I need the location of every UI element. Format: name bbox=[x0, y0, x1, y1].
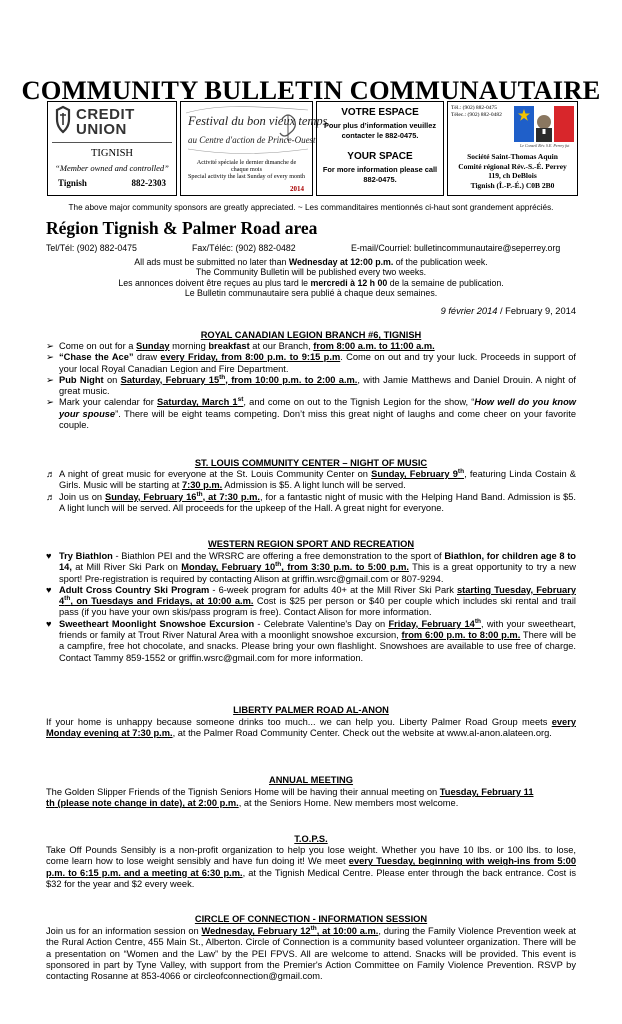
alanon-section: If your home is unhappy because someone drinks too much... we can help you. Liberty Palmer Road Group meets every Monday evening at 7:30 p.m., at the Palmer Road Community Center. Check out the website at www.al-anon.alateen.org. bbox=[46, 717, 576, 739]
svg-text:Festival du bon vieux temps: Festival du bon vieux temps bbox=[188, 114, 328, 128]
credit-union-logo: CREDIT UNION bbox=[76, 106, 135, 138]
western-section bbox=[46, 551, 576, 664]
heart-icon: ♥ bbox=[46, 551, 52, 561]
list-item: ➢ Mark your calendar for Saturday, March 1st, and come on out to the Tignish Legion for the show, “How well do you know your spouse”. There will be eight teams competing. Don’t miss this great night of laughs and come cheer on your favorite couple. bbox=[46, 396, 576, 431]
bulletin-title: COMMUNITY BULLETIN COMMUNAUTAIRE bbox=[21, 75, 601, 105]
festival-text: Activité spéciale le dernier dimanche de chaque mois Special activity the last Sunday of every month bbox=[187, 159, 306, 181]
list-item: ♬ A night of great music for everyone at the St. Louis Community Center on Sunday, February 9th, featuring Linda Costain & Girls. Music will be starting at 7:30 p.m. Admission is $5. A light lunch will be served. bbox=[46, 467, 576, 491]
divider bbox=[52, 142, 172, 143]
credit-union-box bbox=[47, 101, 177, 196]
festival-logo bbox=[184, 105, 328, 157]
votre-espace-box bbox=[316, 101, 444, 196]
arrow-icon: ➢ bbox=[46, 374, 54, 385]
list-item: ➢ Pub Night on Saturday, February 15th, from 10:00 p.m. to 2:00 a.m., with Jamie Matthews and Daniel Drouin. A night of great music. bbox=[46, 373, 576, 397]
heart-icon: ♥ bbox=[46, 618, 52, 629]
st-louis-section bbox=[46, 469, 576, 514]
region-heading: Région Tignish & Palmer Road area bbox=[46, 218, 318, 238]
heart-icon: ♥ bbox=[46, 584, 52, 595]
your-space-text: For more information please call 882-0475. bbox=[322, 165, 438, 184]
votre-espace-text: Pour plus d’information veuillez contacter le 882-0475. bbox=[323, 121, 437, 140]
legion-section bbox=[46, 341, 576, 431]
credit-union-branch: TIGNISH bbox=[91, 148, 133, 159]
contact-tel: Tel/Tél: (902) 882-0475 bbox=[46, 243, 137, 253]
acadian-flag-icon bbox=[514, 106, 574, 142]
section-heading-alanon: LIBERTY PALMER ROAD AL-ANON bbox=[233, 705, 389, 715]
annual-meeting-section: The Golden Slipper Friends of the Tignish Seniors Home will be having their annual meeting on Tuesday, February 11 th (please note change in date), at 2:00 p.m., at the Seniors Home. New members most welcome. bbox=[46, 787, 534, 809]
music-note-icon: ♬ bbox=[46, 469, 56, 479]
festival-box bbox=[180, 101, 328, 196]
societe-address: Société Saint-Thomas Aquin Comité régional Rév.-S.-É. Perrey 119, ch DeBlois Tignish (Î.-P.-É.) C0B 2B0 bbox=[458, 152, 567, 190]
list-item: ➢ Come on out for a Sunday morning breakfast at our Branch, from 8:00 a.m. to 11:00 a.m. bbox=[46, 341, 435, 351]
list-item: ♥ Try Biathlon - Biathlon PEI and the WRSRC are offering a free demonstration to the sport of Biathlon, for children age 8 to 14, at Mill River Ski Park on Monday, February 10th, from 3:30 p.m. to 5:00 p.m. This is a great opportunity to try a new sport! Pre-registration is required by contacting Alison at griffin.wsrc@gmail.com or 807-9294. bbox=[46, 551, 577, 584]
societe-phone: Tél.: (902) 882-0475 Télec.: (902) 882-0482 bbox=[451, 105, 502, 118]
societe-box bbox=[447, 101, 578, 196]
section-heading-legion: ROYAL CANADIAN LEGION BRANCH #6, TIGNISH bbox=[200, 330, 422, 340]
flag-caption: Le Conseil Rév. S.E. Perrey fut bbox=[520, 143, 570, 148]
section-heading-st-louis: ST. LOUIS COMMUNITY CENTER – NIGHT OF MUSIC bbox=[194, 458, 428, 468]
credit-union-motto: “Member owned and controlled” bbox=[55, 163, 169, 173]
arrow-icon: ➢ bbox=[46, 397, 54, 408]
tops-section: Take Off Pounds Sensibly is a non-profit organization to help you lose weight. Whether you have 10 lbs. or 100 lbs. to lose, come learn how to lose weight sensibly and have fun doing it! We meet every Tuesday, beginning with weigh-ins from 5:00 p.m. to 6:15 p.m. and a meeting at 6:30 p.m., at the Tignish Medical Centre. Please enter through the back entrance. Cost is $32 for the year and $2 every week. bbox=[46, 845, 577, 889]
votre-espace-heading: VOTRE ESPACE bbox=[341, 107, 419, 118]
festival-year: 2014 bbox=[290, 185, 304, 193]
sponsor-note: The above major community sponsors are greatly appreciated. ~ Les commanditaires mentionnés ci-haut sont grandement appréciés. bbox=[68, 203, 554, 212]
section-heading-tops: T.O.P.S. bbox=[294, 834, 328, 844]
arrow-icon: ➢ bbox=[46, 341, 54, 351]
section-heading-annual-meeting: ANNUAL MEETING bbox=[268, 775, 354, 785]
arrow-icon: ➢ bbox=[46, 352, 54, 363]
section-heading-western: WESTERN REGION SPORT AND RECREATION bbox=[207, 539, 415, 549]
contact-fax: Fax/Téléc: (902) 882-0482 bbox=[192, 243, 296, 253]
circle-section: Join us for an information session on Wednesday, February 12th, at 10:00 a.m., during the Family Violence Prevention week at the Rural Action Centre, 455 Main St., Alberton. Circle of Connection is a community based volunteer organization. There will be a presentation on “Women and the Law” by the PEI FPVS. All are welcome to attend. Snacks will be provided. This event is sponsored in part by Tyne Valley, with support from the Premier's Action Committee on Family Violence Prevention. RSVP by contacting Rosanne at 853-4066 or circleofconnection@gmail.com. bbox=[46, 924, 576, 982]
publication-date: 9 février 2014 / February 9, 2014 bbox=[440, 306, 576, 316]
section-heading-circle: CIRCLE OF CONNECTION - INFORMATION SESSION bbox=[194, 914, 428, 924]
list-item: ♥ Adult Cross Country Ski Program - 6-week program for adults 40+ at the Mill River Ski Park starting Tuesday, February 4th, on Tuesdays and Fridays, at 10:00 a.m. Cost is $25 per person or $40 per couple which includes ski rental and trail pass (if you have your own skis/pass program is free). Contact Alison for more information. bbox=[46, 584, 576, 618]
submission-notice: All ads must be submitted no later than Wednesday at 12:00 p.m. of the publication week. The Community Bulletin will be published every two weeks. Les annonces doivent être reçues au plus tard le mercredi à 12 h 00 de la semaine de publication. Le Bulletin communautaire sera publié à chaque deux semaines. bbox=[118, 257, 504, 298]
list-item: ♬ Join us on Sunday, February 16th, at 7:30 p.m., for a fantastic night of music with the Helping Hand Band. Admission is $5. A light lunch will be served. All proceeds for the upkeep of the Hall. A great night for everyone. bbox=[46, 490, 576, 513]
your-space-heading: YOUR SPACE bbox=[347, 151, 413, 162]
credit-union-contact: Tignish 882-2303 bbox=[58, 178, 166, 188]
contact-email: E-mail/Courriel: bulletincommunautaire@seperrey.org bbox=[351, 243, 561, 253]
list-item: ➢ “Chase the Ace” draw every Friday, from 8:00 p.m. to 9:15 p.m. Come on out and try your luck. Proceeds in support of your local Royal Canadian Legion and Fire Department. bbox=[46, 352, 576, 374]
music-note-icon: ♬ bbox=[46, 491, 56, 502]
list-item: ♥ Sweetheart Moonlight Snowshoe Excursion - Celebrate Valentine's Day on Friday, February 14th, with your sweetheart, friends or family at Trout River Natural Area with a moonlight snowshoe excursion, from 6:00 p.m. to 8:00 p.m. There will be a campfire, free hot chocolate, and snacks. Please bring your own flashlight. Snowshoes are available to use free of charge. Contact Tammy 859-1552 or griffin.wsrc@gmail.com for more information. bbox=[46, 617, 576, 663]
credit-union-logo-icon bbox=[54, 105, 72, 135]
svg-text:au Centre d'action de Prince-O: au Centre d'action de Prince-Ouest bbox=[188, 135, 316, 145]
